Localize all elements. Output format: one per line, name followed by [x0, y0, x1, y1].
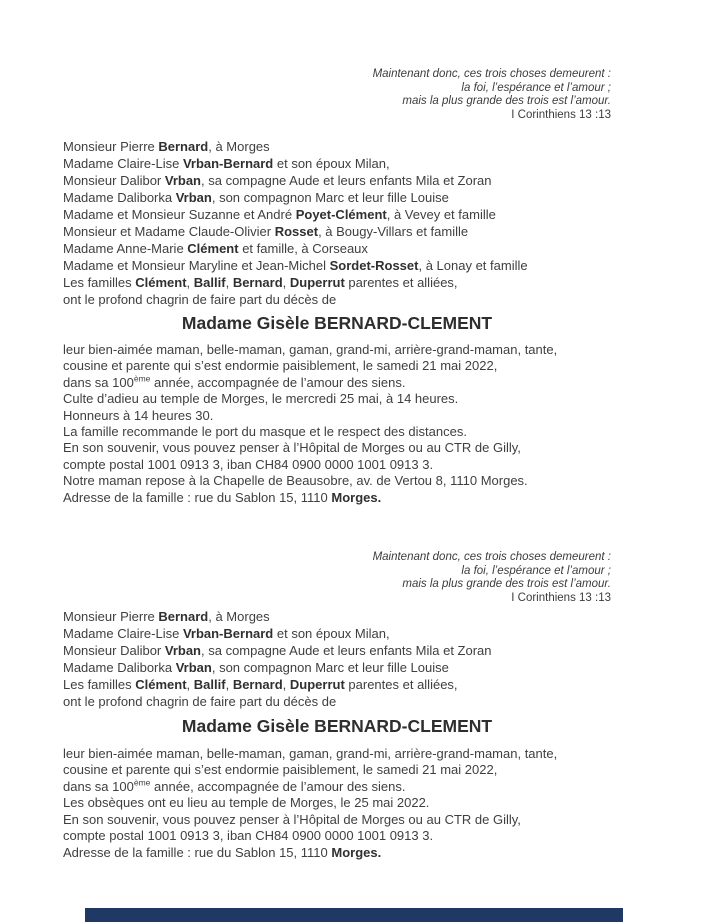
quote-line: Maintenant donc, ces trois choses demeurent : [372, 551, 611, 564]
bottom-edge-bar [85, 908, 623, 922]
text-segment: ont le profond chagrin de faire part du décès de [63, 694, 337, 710]
quote-reference: I Corinthiens 13 :13 [511, 591, 611, 604]
bold-text-segment: Clément [187, 241, 239, 256]
announcement-second [63, 551, 611, 861]
text-line [63, 391, 611, 407]
text-segment: dans sa 100 [63, 374, 134, 390]
text-line [63, 291, 611, 308]
text-segment: , [225, 677, 233, 693]
text-segment: cousine et parente qui s’est endormie paisiblement, le samedi 21 mai 2022, [63, 762, 498, 778]
text-line [63, 172, 611, 189]
text-line [63, 676, 611, 693]
quote-line: mais la plus grande des trois est l’amour. [402, 578, 611, 591]
bold-text-segment: Clément [135, 677, 187, 693]
text-segment: Adresse de la famille : rue du Sablon 15, 1110 [63, 489, 332, 505]
announcement-body [63, 746, 611, 861]
text-segment: , à Morges [208, 609, 270, 625]
bold-text-segment: Ballif [193, 677, 226, 693]
text-segment: , [282, 275, 290, 290]
text-segment: Madame Daliborka [63, 190, 176, 205]
quote-line: mais la plus grande des trois est l’amour. [402, 95, 611, 107]
bold-text-segment: Rosset [274, 224, 319, 239]
text-segment: compte postal 1001 0913 3, iban CH84 0900 0000 1001 0913 3. [63, 828, 434, 844]
text-segment: et famille, à Corseaux [238, 241, 368, 256]
text-segment: Madame et Monsieur Maryline et Jean-Michel [63, 258, 330, 273]
text-segment: Les obsèques ont eu lieu au temple de Morges, le 25 mai 2022. [63, 795, 430, 811]
text-segment: leur bien-aimée maman, belle-maman, gaman, grand-mi, arrière-grand-maman, tante, [63, 746, 558, 762]
text-segment: et son époux Milan, [273, 626, 390, 642]
quote-line: la foi, l’espérance et l’amour ; [461, 564, 611, 577]
text-segment: ème [133, 373, 151, 384]
text-segment: Adresse de la famille : rue du Sablon 15, 1110 [63, 844, 332, 860]
bold-text-segment: Morges. [331, 844, 382, 860]
announcement-body [63, 342, 611, 506]
text-segment: année, accompagnée de l’amour des siens. [150, 778, 406, 794]
text-segment: La famille recommande le port du masque et le respect des distances. [63, 424, 467, 440]
text-line [63, 812, 611, 828]
bold-text-segment: Bernard [158, 609, 209, 625]
bold-text-segment: Vrban [164, 173, 201, 188]
text-line [63, 358, 611, 374]
family-list [63, 138, 611, 308]
text-segment: , sa compagne Aude et leurs enfants Mila et Zoran [201, 173, 492, 188]
text-segment: , [282, 677, 290, 693]
text-line [63, 845, 611, 861]
text-segment: année, accompagnée de l’amour des siens. [150, 374, 406, 390]
text-segment: , sa compagne Aude et leurs enfants Mila et Zoran [201, 643, 492, 659]
text-segment: Notre maman repose à la Chapelle de Beausobre, av. de Vertou 8, 1110 Morges. [63, 473, 528, 489]
scripture-quote [63, 551, 611, 605]
bold-text-segment: Sordet-Rosset [329, 258, 419, 273]
quote-line: Maintenant donc, ces trois choses demeurent : [372, 68, 611, 80]
text-segment: Monsieur Pierre [63, 139, 159, 154]
text-line [63, 223, 611, 240]
text-segment: Les familles [63, 677, 136, 693]
family-list [63, 608, 611, 710]
text-segment: parentes et alliées, [344, 677, 458, 693]
bold-text-segment: Vrban [175, 190, 212, 205]
text-segment: Monsieur Pierre [63, 609, 159, 625]
text-segment: Madame Daliborka [63, 660, 176, 676]
text-segment: , son compagnon Marc et leur fille Louise [211, 660, 449, 676]
text-line [63, 342, 611, 358]
bold-text-segment: Duperrut [289, 275, 345, 290]
quote-reference: I Corinthiens 13 :13 [511, 108, 611, 121]
text-line [63, 424, 611, 440]
text-line [63, 408, 611, 424]
text-column [63, 0, 611, 861]
text-segment: compte postal 1001 0913 3, iban CH84 0900 0000 1001 0913 3. [63, 456, 434, 472]
text-segment: Madame Claire-Lise [63, 156, 183, 171]
bold-text-segment: Vrban [164, 643, 201, 659]
text-segment: Madame Claire-Lise [63, 626, 183, 642]
text-line [63, 189, 611, 206]
text-segment: ont le profond chagrin de faire part du décès de [63, 292, 337, 307]
text-segment: , [186, 275, 194, 290]
bold-text-segment: Bernard [158, 139, 209, 154]
text-line [63, 608, 611, 625]
quote-line: la foi, l’espérance et l’amour ; [461, 81, 611, 94]
text-line [63, 625, 611, 642]
text-segment: Madame et Monsieur Suzanne et André [63, 207, 296, 222]
text-line [63, 206, 611, 223]
bold-text-segment: Morges. [331, 489, 382, 505]
scripture-quote [63, 68, 611, 122]
text-line [63, 257, 611, 274]
text-line [63, 440, 611, 456]
bold-text-segment: Bernard [232, 677, 283, 693]
text-segment: cousine et parente qui s’est endormie paisiblement, le samedi 21 mai 2022, [63, 358, 498, 374]
deceased-name-title: Madame Gisèle BERNARD-CLEMENT [181, 716, 493, 737]
text-segment: ème [133, 777, 151, 788]
text-segment: En son souvenir, vous pouvez penser à l’Hôpital de Morges ou au CTR de Gilly, [63, 811, 521, 827]
bold-text-segment: Vrban [175, 660, 212, 676]
bold-text-segment: Poyet-Clément [295, 207, 387, 222]
text-segment: , [186, 677, 194, 693]
text-segment: Monsieur Dalibor [63, 643, 165, 659]
text-line [63, 659, 611, 676]
text-line [63, 240, 611, 257]
text-segment: , à Morges [208, 139, 270, 154]
text-segment: , [225, 275, 233, 290]
text-segment: Monsieur et Madame Claude-Olivier [63, 224, 275, 239]
text-line [63, 138, 611, 155]
text-line [63, 795, 611, 811]
announcement-first [63, 68, 611, 506]
text-line [63, 375, 611, 391]
text-segment: Honneurs à 14 heures 30. [63, 407, 214, 423]
bold-text-segment: Vrban-Bernard [182, 156, 274, 171]
text-line [63, 155, 611, 172]
bold-text-segment: Vrban-Bernard [182, 626, 274, 642]
text-segment: Monsieur Dalibor [63, 173, 165, 188]
text-line [63, 746, 611, 762]
text-line [63, 274, 611, 291]
text-segment: En son souvenir, vous pouvez penser à l’Hôpital de Morges ou au CTR de Gilly, [63, 440, 521, 456]
text-segment: Culte d’adieu au temple de Morges, le mercredi 25 mai, à 14 heures. [63, 391, 459, 407]
bold-text-segment: Clément [135, 275, 187, 290]
text-segment: parentes et alliées, [344, 275, 458, 290]
text-line [63, 473, 611, 489]
text-segment: dans sa 100 [63, 778, 134, 794]
text-line [63, 828, 611, 844]
text-segment: Madame Anne-Marie [63, 241, 188, 256]
text-line [63, 779, 611, 795]
text-line [63, 490, 611, 506]
text-segment: , son compagnon Marc et leur fille Louise [211, 190, 449, 205]
text-segment: , à Lonay et famille [418, 258, 528, 273]
bold-text-segment: Bernard [232, 275, 283, 290]
text-line [63, 642, 611, 659]
text-segment: , à Vevey et famille [386, 207, 496, 222]
text-segment: et son époux Milan, [273, 156, 390, 171]
deceased-name-title: Madame Gisèle BERNARD-CLEMENT [181, 313, 493, 333]
text-segment: , à Bougy-Villars et famille [318, 224, 469, 239]
text-line [63, 693, 611, 710]
bold-text-segment: Ballif [193, 275, 226, 290]
bold-text-segment: Duperrut [289, 677, 345, 693]
text-line [63, 762, 611, 778]
text-segment: Les familles [63, 275, 136, 290]
text-line [63, 457, 611, 473]
text-segment: leur bien-aimée maman, belle-maman, gaman, grand-mi, arrière-grand-maman, tante, [63, 342, 558, 357]
